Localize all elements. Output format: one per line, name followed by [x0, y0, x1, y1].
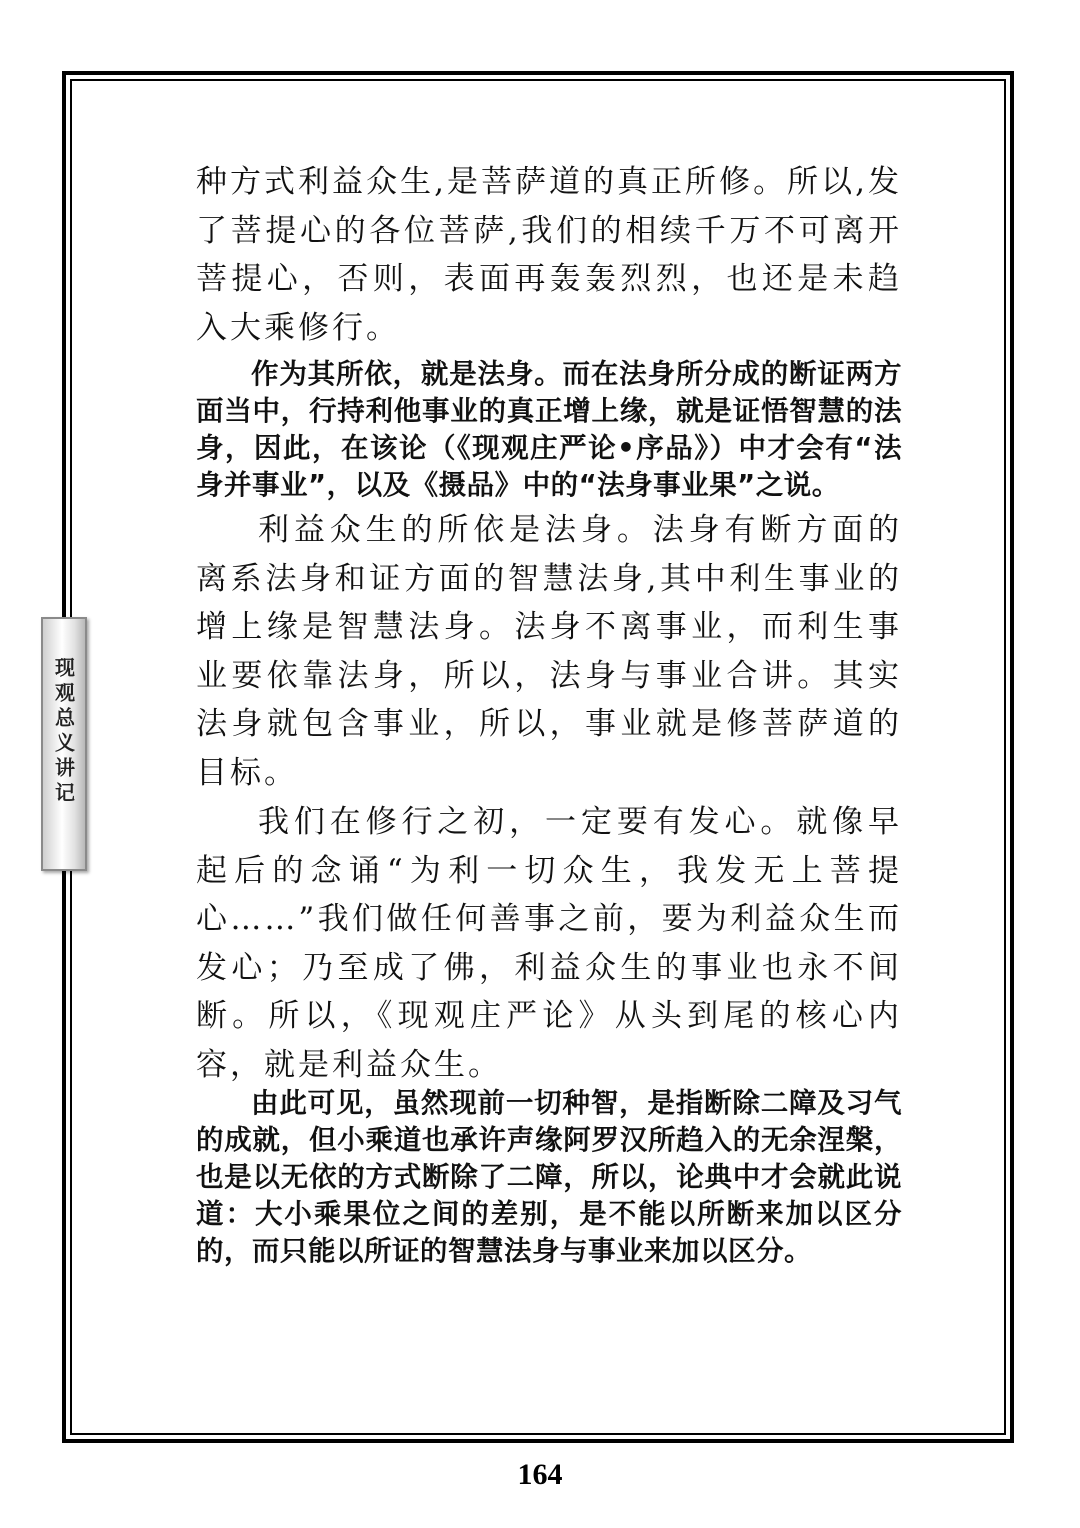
paragraph-2: 作为其所依，就是法身。而在法身所分成的断证两方面当中，行持利他事业的真正增上缘，就是证悟智慧的法身，因此，在该论（《现观庄严论•序品》）中才会有“法身并事业”，以及《摄品》中的“法身事业果”之说。: [196, 358, 902, 501]
side-tab-label: 现观总义讲记: [51, 657, 76, 807]
paragraph-4: 我们在修行之初，一定要有发心。就像早起后的念诵“为利一切众生，我发无上菩提心……”我们做任何善事之前，要为利益众生而发心；乃至成了佛，利益众生的事业也永不间断。所以，《现观庄严论》从头到尾的核心内容，就是利益众生。: [196, 804, 902, 1083]
paragraph-3: 利益众生的所依是法身。法身有断方面的离系法身和证方面的智慧法身,其中利生事业的增上缘是智慧法身。法身不离事业，而利生事业要依靠法身，所以，法身与事业合讲。其实法身就包含事业，所以，事业就是修菩萨道的目标。: [196, 512, 902, 791]
page-number: 164: [517, 1458, 563, 1491]
paragraph-1: 种方式利益众生,是菩萨道的真正所修。所以,发了菩提心的各位菩萨,我们的相续千万不可离开菩提心，否则，表面再轰轰烈烈，也还是未趋入大乘修行。: [196, 164, 902, 346]
paragraph-5: 由此可见，虽然现前一切种智，是指断除二障及习气的成就，但小乘道也承许声缘阿罗汉所趋入的无余涅槃，也是以无依的方式断除了二障，所以，论典中才会就此说道：大小乘果位之间的差别，是不能以所断来加以区分的，而只能以所证的智慧法身与事业来加以区分。: [196, 1087, 902, 1267]
side-tab: [41, 617, 87, 871]
page-body: [196, 158, 902, 1270]
